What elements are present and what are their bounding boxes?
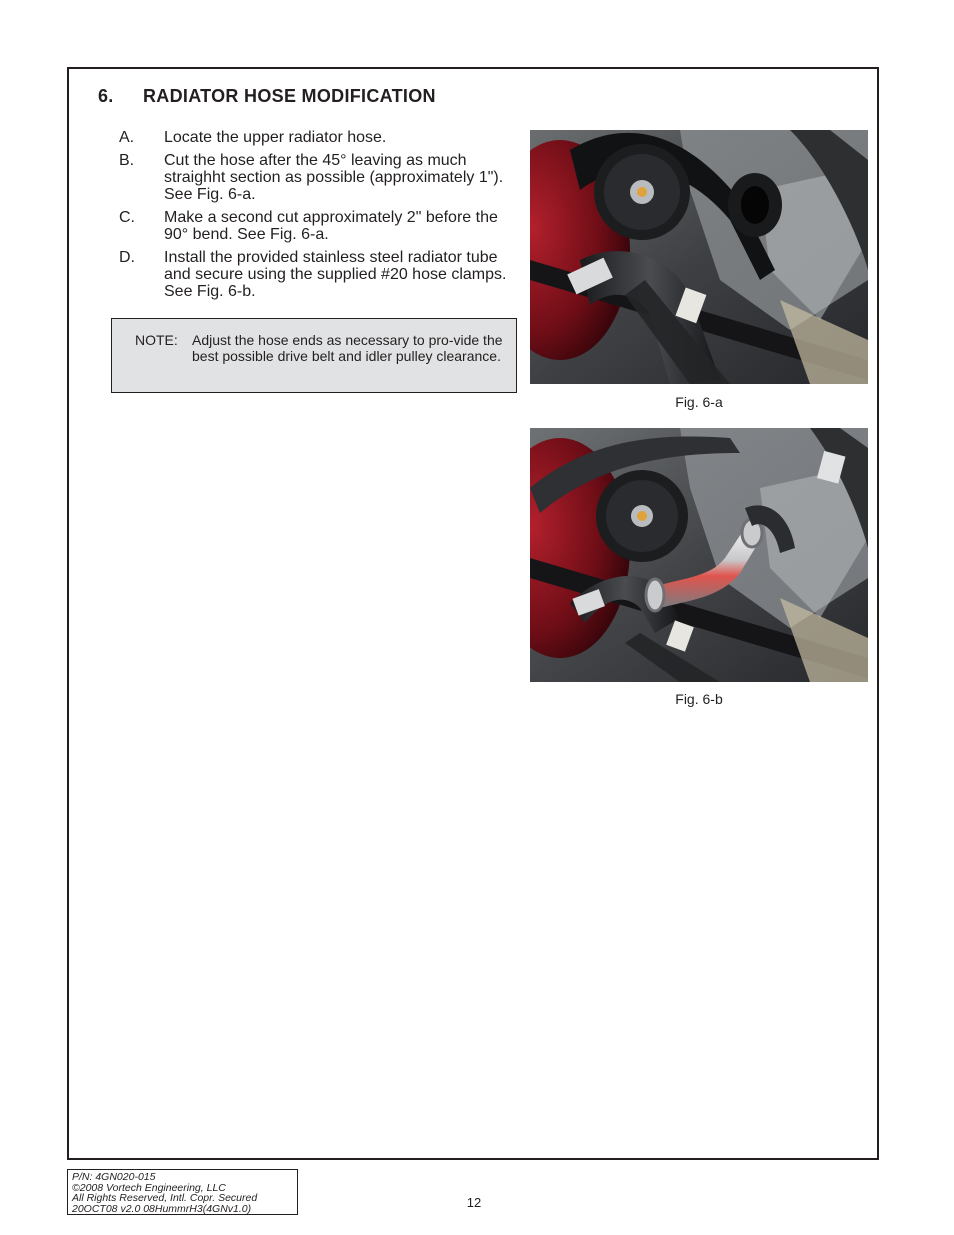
step-text: Locate the upper radiator hose. bbox=[164, 129, 387, 146]
footer-part-number: P/N: 4GN020-015 bbox=[72, 1171, 156, 1183]
figure-6a-photo bbox=[530, 130, 868, 384]
figure-6b-photo bbox=[530, 428, 868, 682]
step-text: Cut the hose after the 45° leaving as much straighht section as possible (approximately 1"). See Fig. 6-a. bbox=[164, 152, 504, 203]
figure-6a-caption: Fig. 6-a bbox=[675, 394, 723, 410]
footer-rights: All Rights Reserved, Intl. Copr. Secured bbox=[72, 1192, 258, 1204]
step-item bbox=[119, 152, 514, 203]
figure-6b-caption: Fig. 6-b bbox=[675, 691, 723, 707]
footer-info-box bbox=[67, 1169, 298, 1215]
step-list bbox=[119, 129, 514, 306]
note-text: Adjust the hose ends as necessary to pro-vide the best possible drive belt and idler pulley clearance. bbox=[192, 332, 503, 364]
section-heading bbox=[98, 86, 436, 107]
step-letter: C. bbox=[119, 209, 135, 226]
footer-copyright: ©2008 Vortech Engineering, LLC bbox=[72, 1181, 226, 1194]
step-item bbox=[119, 249, 514, 300]
note-box bbox=[111, 318, 517, 393]
section-number: 6. bbox=[98, 86, 114, 106]
note-label: NOTE: bbox=[135, 332, 178, 348]
step-letter: D. bbox=[119, 249, 135, 266]
step-letter: B. bbox=[119, 152, 135, 169]
footer-revision: 20OCT08 v2.0 08HummrH3(4GNv1.0) bbox=[72, 1202, 252, 1215]
step-text: Make a second cut approximately 2" before the 90° bend. See Fig. 6-a. bbox=[164, 209, 498, 243]
step-item bbox=[119, 209, 514, 243]
page-number: 12 bbox=[466, 1195, 482, 1210]
section-title: RADIATOR HOSE MODIFICATION bbox=[143, 86, 436, 106]
step-letter: A. bbox=[119, 129, 135, 146]
step-item bbox=[119, 129, 514, 146]
step-text: Install the provided stainless steel radiator tube and secure using the supplied #20 hose clamps. See Fig. 6-b. bbox=[164, 249, 507, 300]
